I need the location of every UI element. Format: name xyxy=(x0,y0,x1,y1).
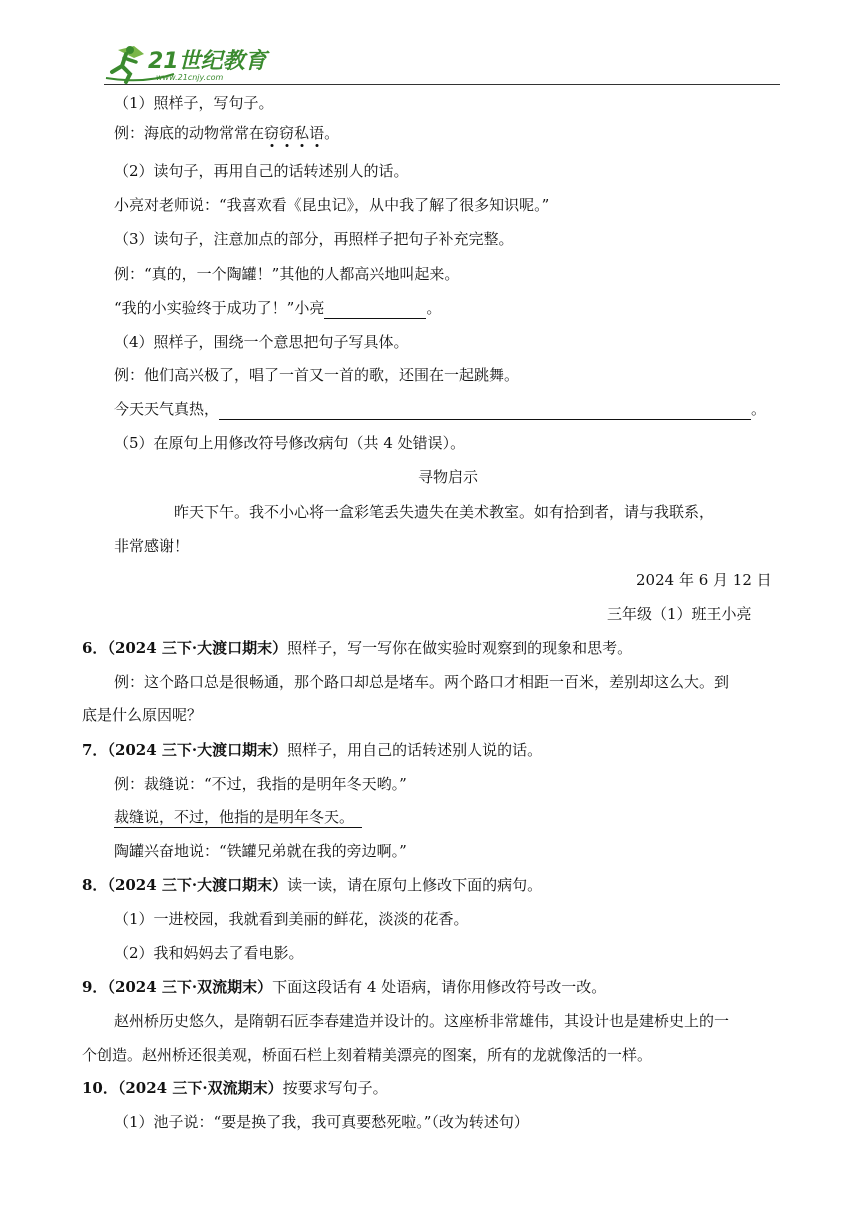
q5-s2-title: （2）读句子，再用自己的话转述别人的话。 xyxy=(114,162,409,180)
q5-s3-example: 例：“真的，一个陶罐！”其他的人都高兴地叫起来。 xyxy=(114,265,460,283)
dotted-char: 窃 xyxy=(279,124,295,142)
q5-s4-task: 今天天气真热， 。 xyxy=(114,400,767,418)
q9-body: 赵州桥历史悠久，是隋朝石匠李春建造并设计的。这座桥非常雄伟，其设计也是建桥史上的一 xyxy=(114,1012,730,1030)
notice-body-cont: 非常感谢！ xyxy=(114,537,190,555)
header-rule xyxy=(104,84,780,85)
q7-task: 陶罐兴奋地说：“铁罐兄弟就在我的旁边啊。” xyxy=(114,842,407,860)
q8-heading: 8．（2024 三下·大渡口期末）读一读，请在原句上修改下面的病句。 xyxy=(82,876,543,894)
logo-url: www.21cnjy.com xyxy=(156,73,224,82)
q7-example: 例：裁缝说：“不过，我指的是明年冬天哟。” xyxy=(114,775,407,793)
q8-s1: （1）一进校园，我就看到美丽的鲜花，淡淡的花香。 xyxy=(114,910,469,928)
q5-s3-title: （3）读句子，注意加点的部分，再照样子把句子补充完整。 xyxy=(114,230,514,248)
logo-text: 21世纪教育 xyxy=(148,49,267,74)
notice-title: 寻物启示 xyxy=(418,468,479,486)
q6-example-cont: 底是什么原因呢？ xyxy=(82,706,203,724)
q10-heading: 10．（2024 三下·双流期末）按要求写句子。 xyxy=(82,1079,388,1097)
answer-blank[interactable] xyxy=(324,301,426,319)
dotted-words xyxy=(264,122,324,144)
logo xyxy=(104,40,274,84)
q7-heading: 7．（2024 三下·大渡口期末）照样子，用自己的话转述别人说的话。 xyxy=(82,741,543,759)
q9-body-cont: 个创造。赵州桥还很美观，桥面石栏上刻着精美漂亮的图案，所有的龙就像活的一样。 xyxy=(82,1046,653,1064)
q5-s3-task: “我的小实验终于成功了！”小亮 。 xyxy=(114,299,442,317)
dotted-char: 窃 xyxy=(264,124,280,142)
notice-signature: 三年级（1）班王小亮 xyxy=(607,605,752,623)
dotted-char: 私 xyxy=(294,124,310,142)
q7-answer: 裁缝说，不过，他指的是明年冬天。 xyxy=(114,806,362,828)
notice-body: 昨天下午。我不小心将一盒彩笔丢失遗失在美术教室。如有拾到者，请与我联系， xyxy=(174,503,715,521)
q5-s1-example: 例：海底的动物常常在窃窃私语。 xyxy=(114,124,340,142)
q8-s2: （2）我和妈妈去了看电影。 xyxy=(114,944,304,962)
q5-s1-title: （1）照样子，写句子。 xyxy=(114,94,274,112)
q6-heading: 6．（2024 三下·大渡口期末）照样子，写一写你在做实验时观察到的现象和思考。 xyxy=(82,639,633,657)
q9-heading: 9．（2024 三下·双流期末）下面这段话有 4 处语病，请你用修改符号改一改。 xyxy=(82,978,607,996)
q5-s4-example: 例：他们高兴极了，唱了一首又一首的歌，还围在一起跳舞。 xyxy=(114,366,520,384)
q5-s4-title: （4）照样子，围绕一个意思把句子写具体。 xyxy=(114,333,409,351)
notice-date: 2024 年 6 月 12 日 xyxy=(636,571,772,589)
q6-example: 例：这个路口总是很畅通，那个路口却总是堵车。两个路口才相距一百米，差别却这么大。到 xyxy=(114,673,730,691)
dotted-char: 语 xyxy=(309,124,325,142)
q5-s5-title: （5）在原句上用修改符号修改病句（共 4 处错误）。 xyxy=(114,434,466,452)
answer-blank[interactable] xyxy=(219,402,751,420)
q10-s1: （1）池子说：“要是换了我，我可真要愁死啦。”（改为转述句） xyxy=(114,1113,529,1131)
q5-s2-text: 小亮对老师说：“我喜欢看《昆虫记》，从中我了解了很多知识呢。” xyxy=(114,196,550,214)
